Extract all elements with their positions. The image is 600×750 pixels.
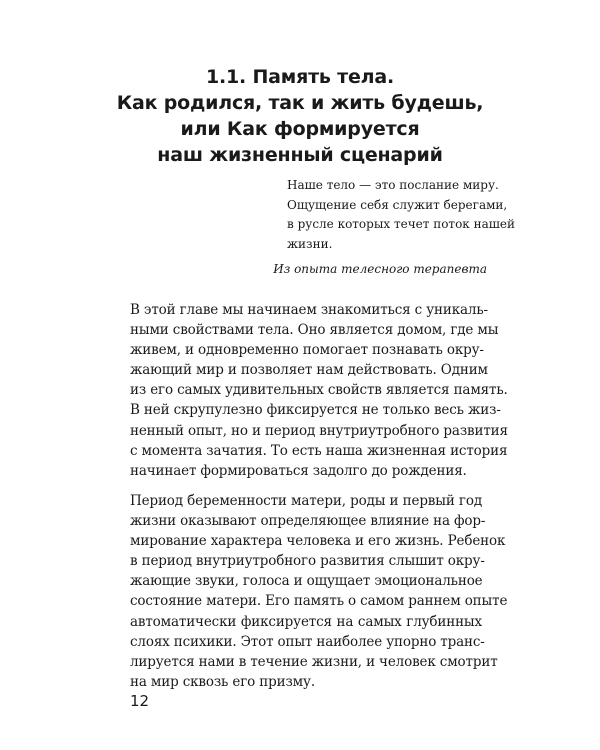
text-line: состояние матери. Его память о самом раннем опыте bbox=[130, 593, 508, 610]
text-line: мирование характера человека и его жизнь. Ребенок bbox=[130, 533, 506, 550]
paragraph bbox=[130, 491, 508, 692]
text-line: живем, и одновременно помогает познавать окру- bbox=[130, 342, 484, 359]
text-line: жающий мир и позволяет нам действовать. Одним bbox=[130, 362, 488, 379]
text-line: автоматически фиксируется на самых глубинных bbox=[130, 613, 482, 630]
epigraph-source: Из опыта телесного терапевта bbox=[273, 262, 487, 276]
chapter-heading bbox=[90, 64, 510, 168]
epigraph-line: в русле которых течет поток нашей bbox=[287, 217, 516, 232]
epigraph-line: Наше тело — это послание миру. bbox=[287, 178, 499, 192]
text-line: ненный опыт, но и период внутриутробного развития bbox=[130, 422, 508, 439]
paragraph bbox=[130, 300, 508, 481]
epigraph-line: жизни. bbox=[287, 236, 333, 251]
epigraph bbox=[287, 176, 516, 254]
page-number: 12 bbox=[130, 692, 150, 710]
heading-line: или Как формируется bbox=[180, 118, 420, 140]
heading-line: 1.1. Память тела. bbox=[205, 66, 395, 88]
text-line: в период внутриутробного развития слышит окру- bbox=[130, 553, 485, 570]
text-line: лируется нами в течение жизни, и человек смотрит bbox=[130, 653, 498, 670]
text-line: из его самых удивительных свойств является память. bbox=[130, 382, 508, 399]
text-line: жающие звуки, голоса и ощущает эмоциональное bbox=[130, 573, 483, 590]
text-line: В ней скрупулезно фиксируется не только весь жиз- bbox=[130, 402, 501, 419]
text-line: жизни оказывают определяющее влияние на фор- bbox=[130, 513, 486, 530]
heading-line: Как родился, так и жить будешь, bbox=[116, 92, 484, 114]
text-line: на мир сквозь его призму. bbox=[130, 673, 315, 690]
heading-line: наш жизненный сценарий bbox=[157, 144, 443, 166]
text-line: начинает формироваться задолго до рождения. bbox=[130, 462, 467, 479]
text-line: с момента зачатия. То есть наша жизненная история bbox=[130, 442, 508, 459]
text-line: В этой главе мы начинаем знакомиться с уникаль- bbox=[130, 302, 488, 318]
text-line: ными свойствами тела. Оно является домом, где мы bbox=[130, 322, 499, 339]
epigraph-line: Ощущение себя служит берегами, bbox=[287, 197, 508, 212]
text-line: слоях психики. Этот опыт наиболее упорно транс- bbox=[130, 633, 485, 650]
text-line: Период беременности матери, роды и первый год bbox=[130, 493, 482, 509]
